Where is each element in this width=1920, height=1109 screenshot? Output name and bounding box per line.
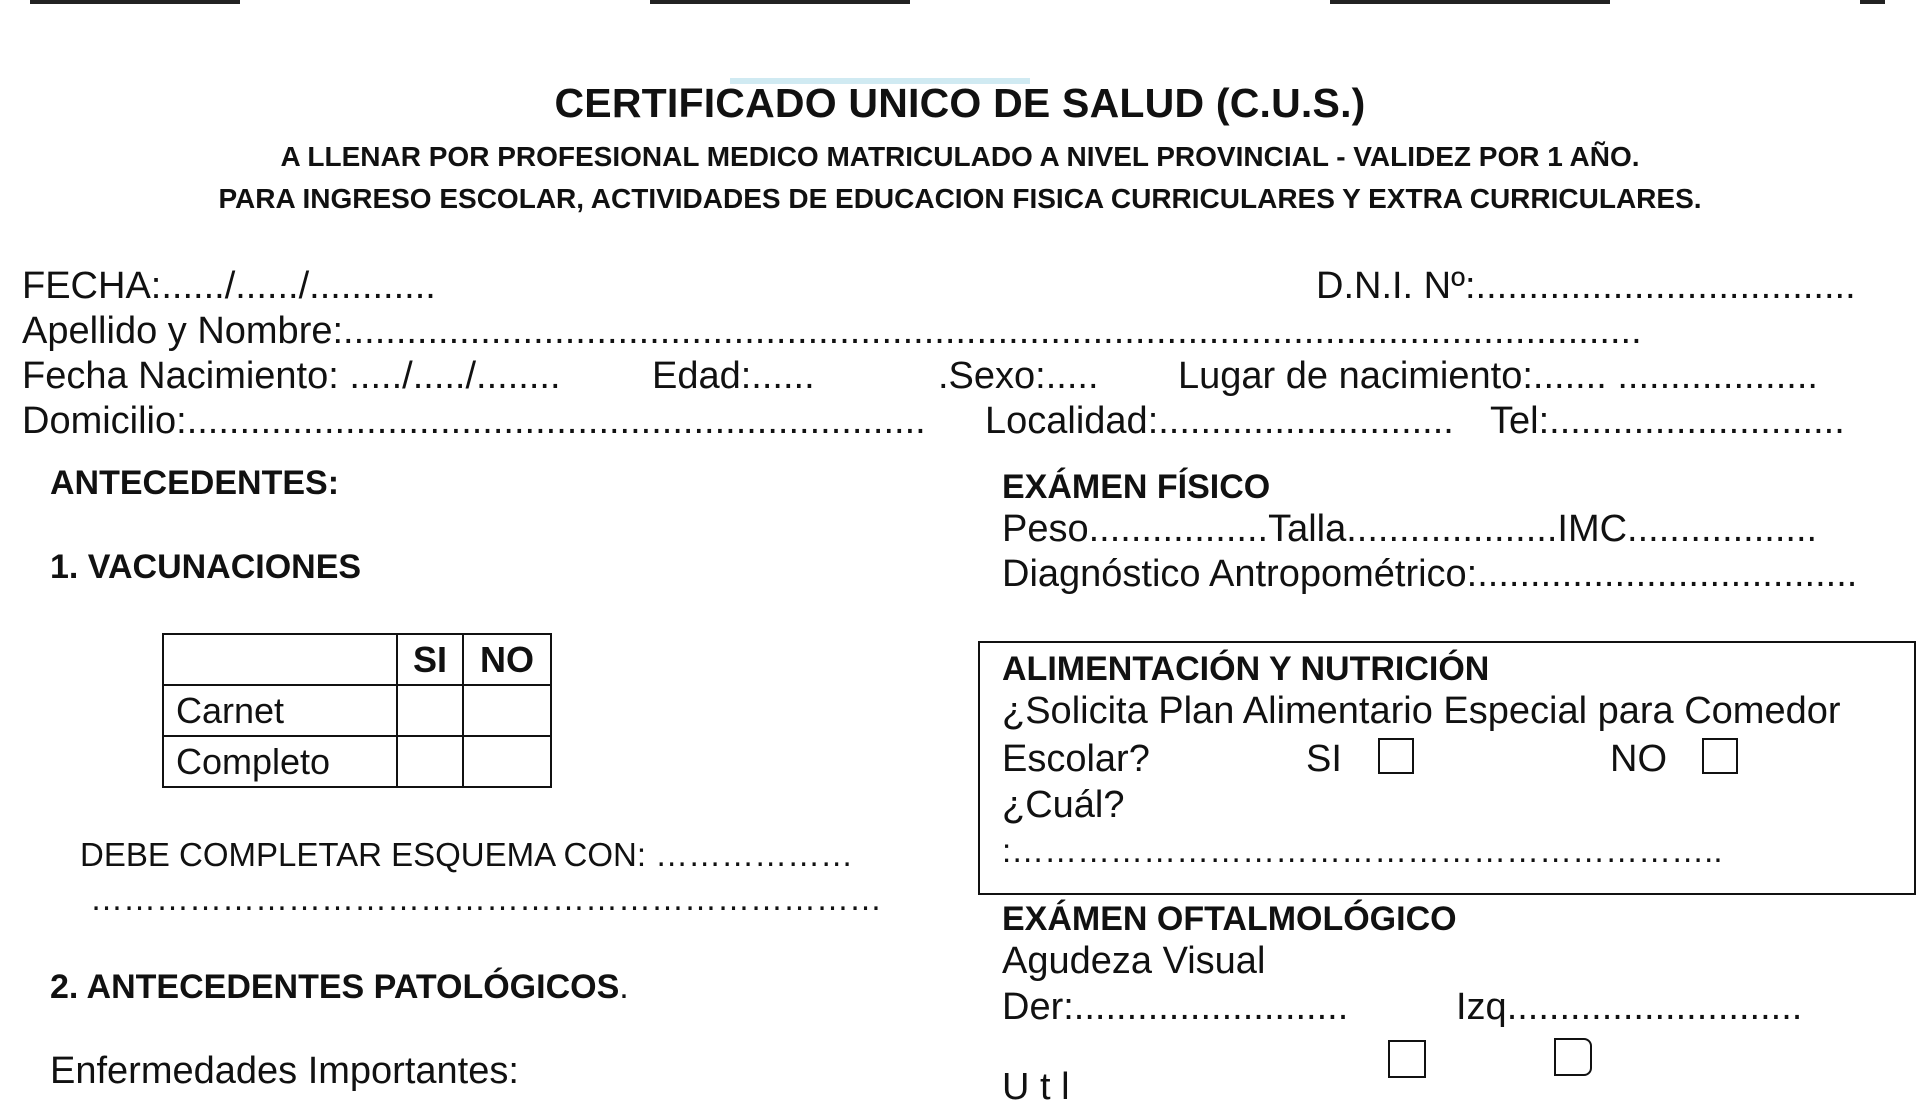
diagnostico-field[interactable]: Diagnóstico Antropométrico:.................................... [1002, 553, 1858, 595]
esquema-field[interactable]: DEBE COMPLETAR ESQUEMA CON: ……………… [80, 836, 854, 873]
peso-talla-imc-field[interactable]: Peso.................Talla....................IMC.................. [1002, 508, 1818, 550]
antecedentes-heading: ANTECEDENTES: [50, 464, 340, 502]
column-si: SI [397, 634, 463, 685]
top-edge-mark-center [650, 0, 910, 4]
nutricion-si-checkbox[interactable] [1378, 738, 1414, 774]
patologicos-heading-dot: . [619, 968, 629, 1006]
vacunaciones-table [162, 633, 552, 788]
table-row [163, 736, 551, 787]
agudeza-der-field[interactable]: Der:.......................... [1002, 986, 1349, 1028]
table-header-row [163, 634, 551, 685]
carnet-no-cell[interactable] [463, 685, 551, 736]
cual-field[interactable]: :……………………………………………………….. [1002, 832, 1723, 869]
domicilio-field[interactable]: Domicilio:...................................................................... [22, 400, 926, 442]
fecha-field[interactable]: FECHA:....../....../............ [22, 265, 436, 307]
oftalmo-checkbox-2[interactable] [1554, 1038, 1592, 1076]
esquema-line[interactable]: ……………………………………………………………… [90, 880, 882, 917]
dni-field[interactable]: D.N.I. Nº:.................................... [1316, 265, 1856, 307]
edad-field[interactable]: Edad:...... [652, 355, 815, 397]
tel-field[interactable]: Tel:............................ [1490, 400, 1845, 442]
patologicos-heading [50, 968, 629, 1007]
enfermedades-label: Enfermedades Importantes: [50, 1050, 519, 1092]
nutricion-heading: ALIMENTACIÓN Y NUTRICIÓN [1002, 650, 1490, 688]
column-no: NO [463, 634, 551, 685]
vacunaciones-heading: 1. VACUNACIONES [50, 548, 362, 586]
table-row [163, 685, 551, 736]
page-title: CERTIFICADO UNICO DE SALUD (C.U.S.) [554, 80, 1366, 126]
fecha-nacimiento-field[interactable]: Fecha Nacimiento: ...../...../........ [22, 355, 561, 397]
carnet-si-cell[interactable] [397, 685, 463, 736]
nutricion-no-label: NO [1610, 738, 1667, 780]
oftalmo-checkbox-1[interactable] [1388, 1040, 1426, 1078]
row-label-completo: Completo [163, 736, 397, 787]
completo-no-cell[interactable] [463, 736, 551, 787]
row-label-carnet: Carnet [163, 685, 397, 736]
oftalmo-cut-text: U t l [1002, 1066, 1070, 1108]
top-edge-mark-far-right [1860, 0, 1885, 4]
cual-label: ¿Cuál? [1002, 784, 1125, 826]
patologicos-heading-text: 2. ANTECEDENTES PATOLÓGICOS [50, 968, 620, 1006]
subtitle-validity: A LLENAR POR PROFESIONAL MEDICO MATRICULADO A NIVEL PROVINCIAL - VALIDEZ POR 1 AÑO. [280, 141, 1640, 172]
table-corner-cell [163, 634, 397, 685]
examen-fisico-heading: EXÁMEN FÍSICO [1002, 468, 1271, 506]
subtitle-purpose: PARA INGRESO ESCOLAR, ACTIVIDADES DE EDUCACION FISICA CURRICULARES Y EXTRA CURRICULARES. [218, 183, 1702, 214]
plan-alimentario-question: ¿Solicita Plan Alimentario Especial para Comedor [1002, 690, 1841, 732]
escolar-label: Escolar? [1002, 738, 1150, 780]
localidad-field[interactable]: Localidad:............................ [985, 400, 1454, 442]
oftalmologico-heading: EXÁMEN OFTALMOLÓGICO [1002, 900, 1457, 938]
apellido-nombre-field[interactable]: Apellido y Nombre:........................................................................................................................... [22, 310, 1642, 352]
nutricion-si-label: SI [1306, 738, 1342, 780]
completo-si-cell[interactable] [397, 736, 463, 787]
top-edge-mark-left [30, 0, 240, 4]
sexo-field[interactable]: .Sexo:..... [938, 355, 1099, 397]
top-edge-mark-right [1330, 0, 1610, 4]
lugar-nacimiento-field[interactable]: Lugar de nacimiento:....... ................... [1178, 355, 1818, 397]
agudeza-izq-field[interactable]: Izq............................ [1456, 986, 1803, 1028]
nutricion-no-checkbox[interactable] [1702, 738, 1738, 774]
agudeza-label: Agudeza Visual [1002, 940, 1266, 982]
